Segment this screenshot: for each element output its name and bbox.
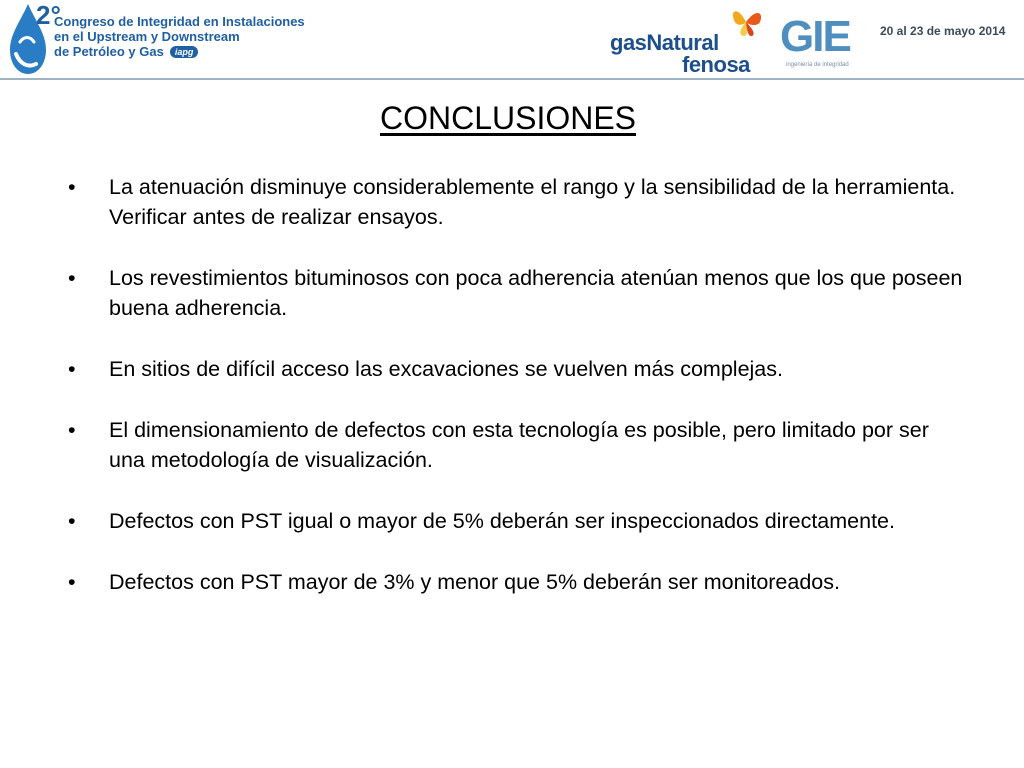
slide-title: CONCLUSIONES	[379, 100, 637, 136]
butterfly-icon	[728, 4, 764, 40]
list-item	[66, 415, 966, 475]
congress-name-line-1: Congreso de Integridad en Instalaciones	[54, 14, 305, 29]
bullet-marker: •	[68, 570, 76, 594]
congress-name-line-3-wrap	[54, 44, 305, 59]
congress-name	[54, 14, 305, 59]
gie-word: GIE	[780, 12, 850, 61]
bullet-marker: •	[68, 175, 76, 199]
list-item	[66, 172, 966, 232]
gas-natural-fenosa-logo	[610, 4, 770, 77]
gas-natural-word: gasNatural	[610, 30, 719, 55]
list-item-text: La atenuación disminuye considerablemente el rango y la sensibilidad de la herramienta. Verificar antes de realizar ensayos.	[109, 175, 956, 229]
list-item-text: Los revestimientos bituminosos con poca adherencia atenúan menos que los que poseen buena adherencia.	[109, 266, 963, 320]
list-item	[66, 354, 966, 384]
gie-logo	[780, 12, 870, 76]
header-divider	[0, 78, 1024, 80]
fenosa-word: fenosa	[682, 52, 750, 77]
bullet-marker: •	[68, 266, 76, 290]
list-item	[66, 567, 966, 597]
congress-logo	[6, 2, 306, 76]
list-item-text: Defectos con PST mayor de 3% y menor que 5% deberán ser monitoreados.	[109, 570, 840, 594]
gie-subtitle: ingeniería de integridad	[786, 62, 849, 68]
list-item-text: Defectos con PST igual o mayor de 5% deberán ser inspeccionados directamente.	[109, 509, 895, 533]
bullet-marker: •	[68, 418, 76, 442]
list-item-text: En sitios de difícil acceso las excavaciones se vuelven más complejas.	[109, 357, 783, 381]
congress-name-line-2: en el Upstream y Downstream	[54, 29, 240, 44]
bullet-marker: •	[68, 509, 76, 533]
congress-edition-number: 2°	[36, 0, 61, 30]
slide-header	[0, 0, 1024, 80]
conclusions-list	[66, 172, 966, 628]
event-date: 20 al 23 de mayo 2014	[880, 24, 1006, 38]
bullet-marker: •	[68, 357, 76, 381]
list-item	[66, 263, 966, 323]
list-item	[66, 506, 966, 536]
list-item-text: El dimensionamiento de defectos con esta tecnología es posible, pero limitado por ser una metodología de visualización.	[109, 418, 929, 472]
congress-name-line-3: de Petróleo y Gas	[54, 44, 164, 59]
iapg-badge: iapg	[170, 46, 199, 58]
